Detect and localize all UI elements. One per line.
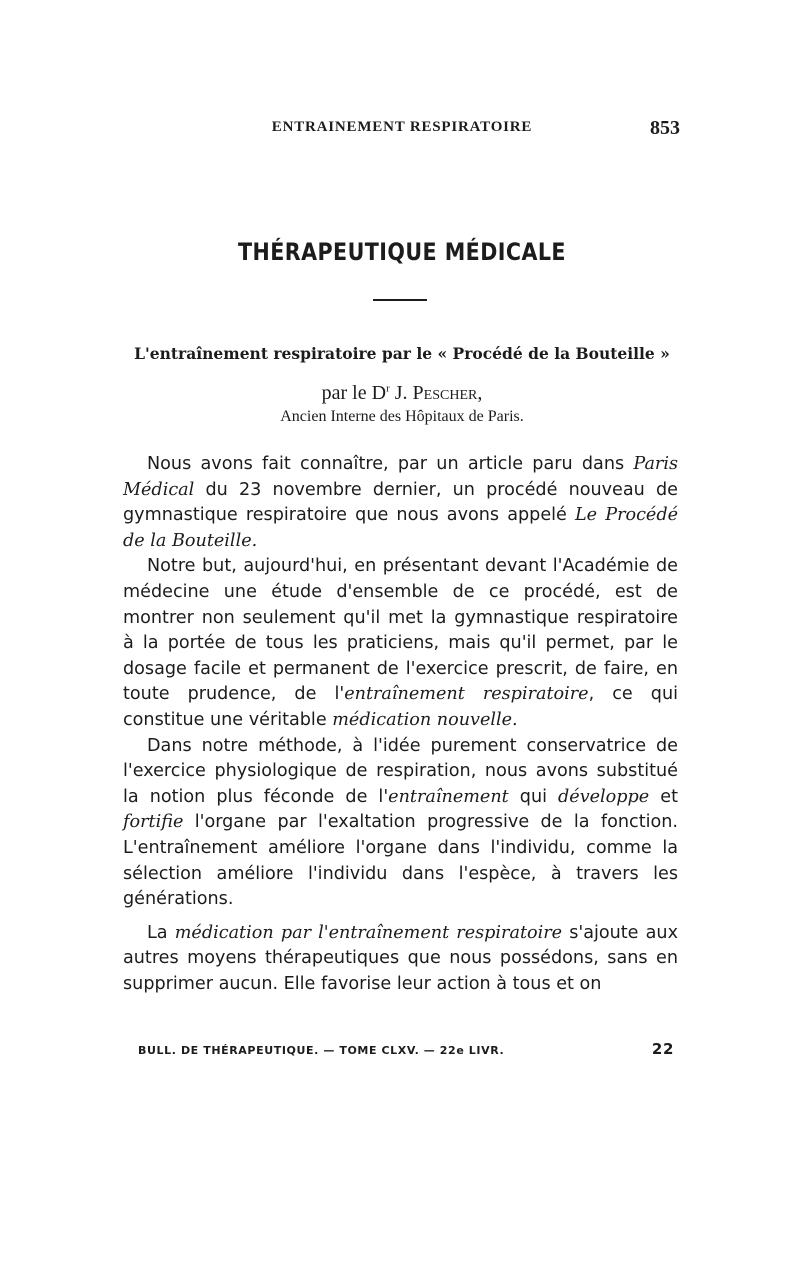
text-run: l'organe par l'exaltation progressive de la fonction. L'entraînement améliore l'organe dans l'individu, comme la sélection améliore l'individu dans l'espèce, à travers les générations. (123, 812, 678, 910)
text-run: s'ajoute aux autres moyens thérapeutiques que nous possédons, sans en supprimer aucun. Elle favorise leur action à tous et on (123, 922, 678, 994)
page-footer (138, 1040, 678, 1062)
section-title: THÉRAPEUTIQUE MÉDICALE (238, 238, 566, 266)
paragraph-3 (123, 734, 678, 913)
italic-run: entraînement (388, 786, 509, 807)
page-number: 853 (650, 117, 680, 139)
italic-run: médication nouvelle. (332, 709, 518, 730)
text-run: et (649, 786, 678, 807)
signature-number: 22 (651, 1040, 674, 1058)
italic-run: entraînement respiratoire (344, 684, 589, 705)
byline-sup: r (386, 382, 390, 395)
article-body (123, 452, 678, 997)
footer-text: BULL. DE THÉRAPEUTIQUE. — TOME CLXV. — 22e LIVR. (138, 1044, 505, 1057)
author-affiliation: Ancien Interne des Hôpitaux de Paris. (280, 408, 524, 425)
text-run: qui (508, 786, 559, 807)
text-run: Nous avons fait connaître, par un article paru dans (147, 454, 634, 474)
italic-run: Le Procédé de la Bouteille. (123, 505, 679, 551)
paragraph-4 (123, 921, 678, 998)
article-title: L'entraînement respiratoire par le « Procédé de la Bouteille » (134, 344, 670, 363)
author-surname: Pescher, (412, 382, 483, 404)
text-run: La (147, 922, 175, 943)
byline (122, 382, 682, 405)
text-run: Dans notre méthode, à l'idée purement conservatrice de l'exercice physiologique de respiration, nous avons substitué la notion plus féconde de l' (123, 735, 678, 807)
text-run: , ce qui constitue une véritable (123, 684, 678, 730)
italic-run: développe (558, 786, 650, 807)
running-title: ENTRAINEMENT RESPIRATOIRE (271, 119, 533, 135)
byline-initial: J. (394, 382, 408, 404)
title-rule (373, 299, 427, 301)
italic-run: médication par l'entraînement respiratoire (174, 922, 563, 943)
running-head (122, 117, 682, 141)
italic-run: Paris Médical (123, 454, 678, 500)
italic-run: fortifie (123, 812, 184, 833)
byline-prefix: par le D (321, 382, 387, 404)
text-run: du 23 novembre dernier, un procédé nouveau de gymnastique respiratoire que nous avons appelé (123, 479, 678, 526)
paragraph-1 (123, 452, 678, 554)
text-run: Notre but, aujourd'hui, en présentant devant l'Académie de médecine une étude d'ensemble de ce procédé, est de montrer non seulement qu'il met la gymnastique respiratoire à la portée de tous les praticiens, mais qu'il permet, par le dosage facile et permanent de l'exercice prescrit, de faire, en toute prudence, de l' (123, 556, 678, 705)
paragraph-2 (123, 554, 678, 733)
